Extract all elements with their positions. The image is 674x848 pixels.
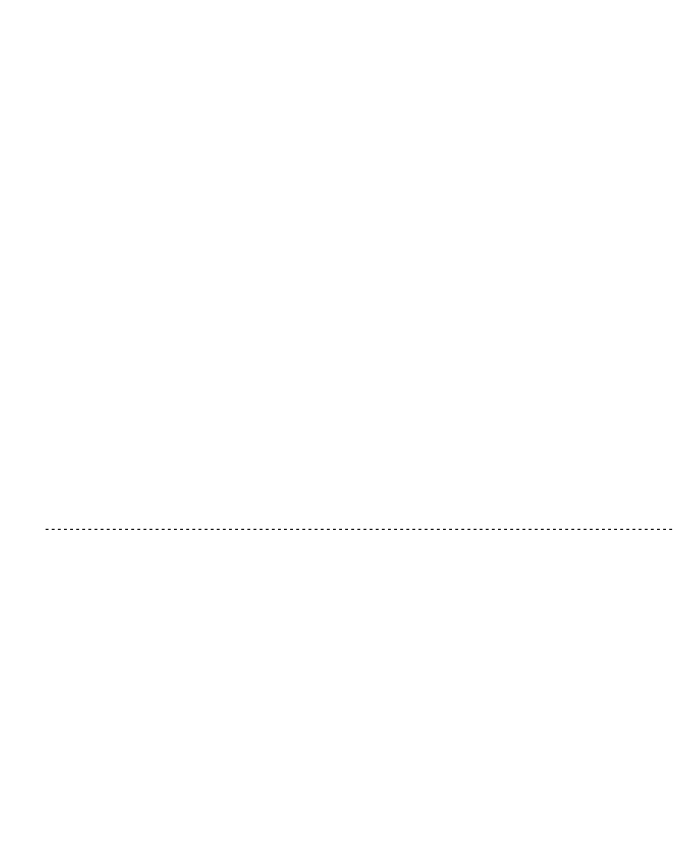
divider: -------------------------------------------------------------------------------------------------------: [44, 525, 674, 536]
